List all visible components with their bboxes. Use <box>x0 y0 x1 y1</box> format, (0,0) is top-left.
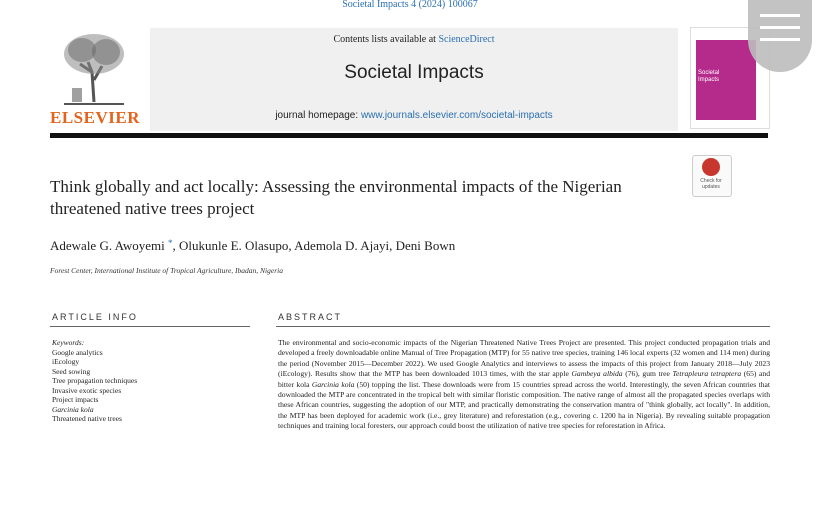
contents-prefix: Contents lists available at <box>333 34 439 45</box>
publisher-name[interactable]: ELSEVIER <box>50 108 140 127</box>
keywords-list <box>52 338 248 424</box>
abstract-part: (76), gum tree <box>622 369 673 379</box>
keyword: Threatened native trees <box>52 414 122 423</box>
homepage-link[interactable]: www.journals.elsevier.com/societal-impacts <box>360 110 553 121</box>
keyword: Garcinia kola <box>52 404 94 414</box>
article-info-heading: ARTICLE INFO <box>52 312 138 322</box>
keyword: Project impacts <box>52 395 99 404</box>
elsevier-tree-logo-icon <box>58 32 130 106</box>
journal-title: Societal Impacts <box>344 62 484 83</box>
author-name[interactable]: Olukunle E. Olasupo <box>178 238 289 253</box>
journal-homepage <box>150 110 678 121</box>
article-info-rule <box>50 326 250 327</box>
sciencedirect-link[interactable]: ScienceDirect <box>438 34 495 45</box>
homepage-prefix: journal homepage: <box>275 110 361 121</box>
species-name: Tetrapleura tetraptera <box>672 369 742 379</box>
keyword: Google analytics <box>52 347 103 357</box>
header-rule <box>50 133 768 138</box>
abstract-heading: ABSTRACT <box>278 312 343 322</box>
abstract-rule <box>276 326 770 327</box>
author-list: Adewale G. Awoyemi *, Olukunle E. Olasupo, Ademola D. Ajayi, Deni Bown <box>50 238 456 253</box>
check-for-updates-label: Check for updates <box>700 178 722 190</box>
hamburger-menu-icon <box>760 14 800 17</box>
article-title: Think globally and act locally: Assessing the environmental impacts of the Nigerian threatened native trees project <box>50 177 622 218</box>
author-name[interactable]: Deni Bown <box>395 238 456 253</box>
contents-line <box>150 34 678 45</box>
keyword: Tree propagation techniques <box>52 376 138 385</box>
abstract-part: (50) topping the list. These downloads were from 15 countries spread across the world. Interestingly, the seven African countries that downloaded the MTP are concentrated in the tropical belt with similar floristic composition. The native range of almost all the propagated species overlaps with these African countries, suggesting the adoption of our MTP, and practically demonstrating the conservation mantra of "think globally, act locally". In addition, the MTP has been deployed for academic work (i.e., grey literature) and reforestation (e.g., covering c. 1200 ha in Nigeria). By revealing suitable propagation techniques and training local foresters, our approach could boost the utilization of native tree species for reforestation in Africa. <box>278 379 770 431</box>
hamburger-menu-icon <box>760 26 800 29</box>
keyword: Invasive exotic species <box>52 385 122 395</box>
keyword: iEcology <box>52 357 80 366</box>
journal-citation: Societal Impacts 4 (2024) 100067 <box>342 0 478 10</box>
abstract-part: (65) and bitter kola <box>278 369 770 389</box>
hamburger-menu-icon <box>760 38 800 41</box>
keyword: Seed sowing <box>52 366 91 376</box>
abstract-text <box>278 338 770 432</box>
abstract-part: The environmental and socio-economic impacts of the Nigerian Threatened Native Trees Project are presented. This project conducted propagation trials and developed a freely downloadable online Manual of Tree Propagation (MTP) for 55 native tree species, training 146 local experts (32 women and 114 men) during the period (November 2015—December 2022). We used Google Analytics and interviews to assess the impacts of this project from January 2018—July 2023 (iEcology). Results show that the MTP has been downloaded 1013 times, with the star apple <box>278 338 770 379</box>
species-name: Gambeya albida <box>571 369 623 379</box>
check-for-updates-icon <box>702 158 720 176</box>
keywords-label: Keywords: <box>52 338 85 347</box>
author-name[interactable]: Adewale G. Awoyemi <box>50 238 165 253</box>
corresponding-author-mark[interactable]: * <box>167 238 173 248</box>
journal-cover-text: Societal Impacts <box>698 70 720 83</box>
affiliation: Forest Center, International Institute of Tropical Agriculture, Ibadan, Nigeria <box>50 266 283 275</box>
menu-button[interactable] <box>748 0 812 72</box>
species-name: Garcinia kola <box>311 379 355 389</box>
author-name[interactable]: Ademola D. Ajayi <box>294 238 390 253</box>
